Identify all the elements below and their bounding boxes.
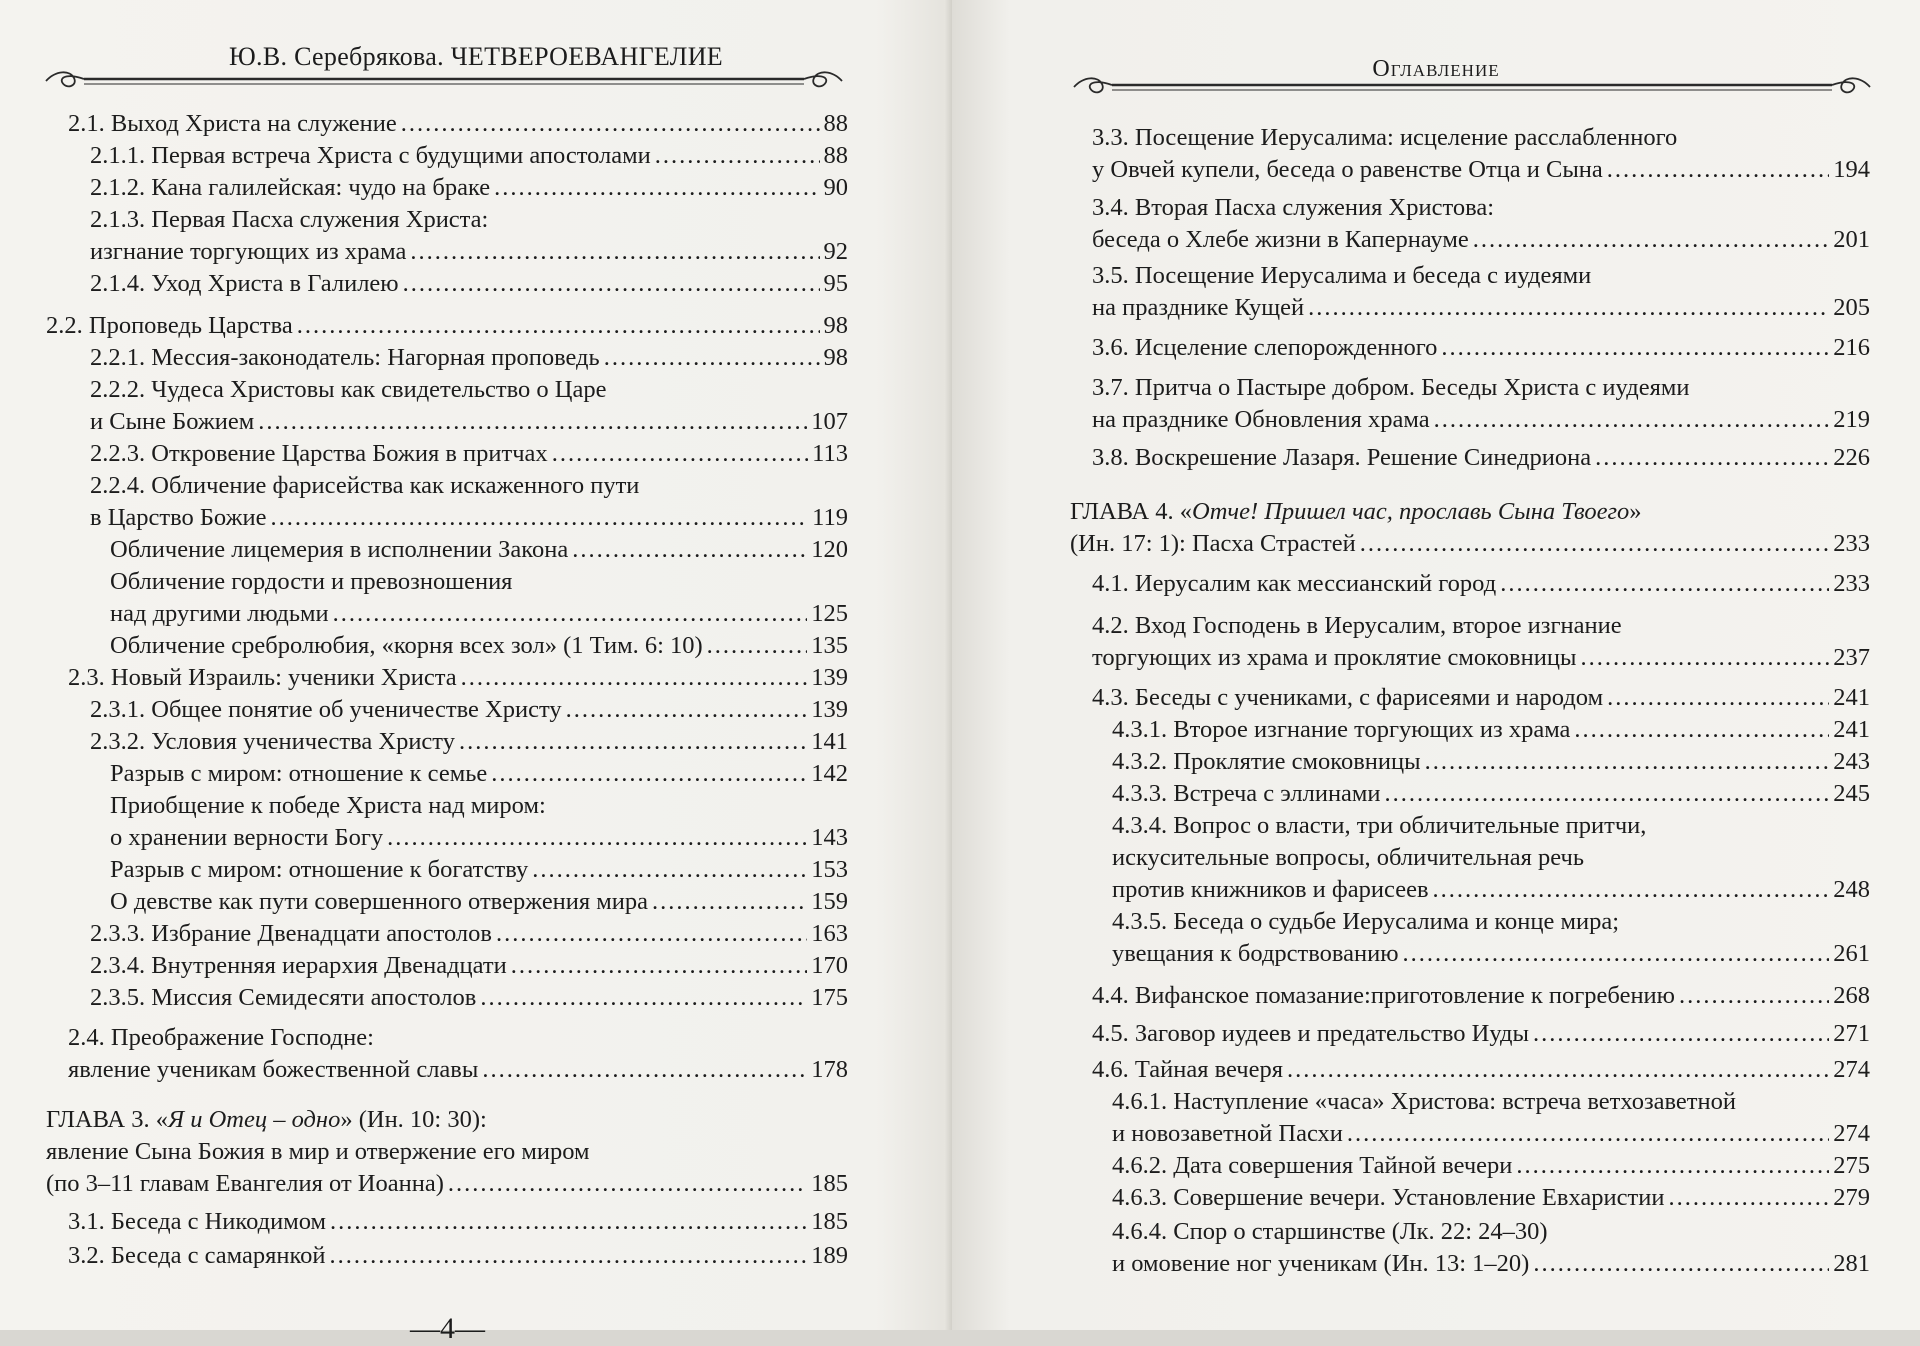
entry-title: 4.3.1. Второе изгнание торгующих из храма <box>1112 716 1571 743</box>
entry-page: 233 <box>1833 530 1870 557</box>
entry-page: 143 <box>811 824 848 851</box>
entry-title: 4.3.3. Встреча с эллинами <box>1112 780 1381 807</box>
entry-title: 2.3.4. Внутренняя иерархия Двенадцати <box>90 952 507 979</box>
toc-entry[interactable] <box>1112 1150 1870 1182</box>
entry-title: о хранении верности Богу <box>110 824 384 851</box>
entry-title: 3.2. Беседа с самарянкой <box>68 1242 326 1269</box>
entry-title: 4.5. Заговор иудеев и предательство Иуды <box>1092 1020 1529 1047</box>
entry-page: 95 <box>823 270 848 297</box>
toc-entry[interactable] <box>90 374 848 438</box>
entry-page: 170 <box>811 952 848 979</box>
entry-page: 175 <box>811 984 848 1011</box>
toc-chapter-heading[interactable] <box>1070 496 1870 560</box>
toc-entry[interactable] <box>1092 980 1870 1012</box>
toc-entry[interactable] <box>68 1022 848 1086</box>
toc-entry[interactable] <box>1092 1054 1870 1086</box>
entry-page: 268 <box>1833 982 1870 1009</box>
toc-entry[interactable] <box>110 566 848 630</box>
entry-title: (по 3–11 главам Евангелия от Иоанна) <box>46 1170 444 1197</box>
toc-entry[interactable] <box>1112 746 1870 778</box>
toc-entry[interactable] <box>1092 682 1870 714</box>
entry-page: 185 <box>811 1170 848 1197</box>
ornamental-rule-left <box>44 66 844 96</box>
toc-entry[interactable] <box>90 470 848 534</box>
entry-title: 4.4. Вифанское помазание:приготовление к погребению <box>1092 982 1675 1009</box>
entry-title: (Ин. 17: 1): Пасха Страстей <box>1070 530 1356 557</box>
toc-entry[interactable] <box>90 438 848 470</box>
entry-page: 139 <box>811 664 848 691</box>
entry-title: на празднике Обновления храма <box>1092 406 1430 433</box>
toc-entry[interactable] <box>1112 714 1870 746</box>
entry-title: 4.6. Тайная вечеря <box>1092 1056 1283 1083</box>
entry-title: 2.4. Преображение Господне: <box>68 1024 374 1051</box>
entry-title: Приобщение к победе Христа над миром: <box>110 792 546 819</box>
entry-title: изгнание торгующих из храма <box>90 238 407 265</box>
entry-page: 90 <box>823 174 848 201</box>
toc-entry[interactable] <box>110 790 848 854</box>
entry-title: 3.5. Посещение Иерусалима и беседа с иудеями <box>1092 262 1592 289</box>
entry-title: 4.3.4. Вопрос о власти, три обличительные притчи, <box>1112 812 1647 839</box>
entry-page: 245 <box>1833 780 1870 807</box>
entry-page: 274 <box>1833 1056 1870 1083</box>
entry-title: 2.2. Проповедь Царства <box>46 312 293 339</box>
entry-title: явление ученикам божественной славы <box>68 1056 479 1083</box>
toc-entry[interactable] <box>1112 906 1870 970</box>
entry-title: против книжников и фарисеев <box>1112 876 1429 903</box>
toc-entry[interactable] <box>1092 192 1870 256</box>
entry-title: Разрыв с миром: отношение к богатству <box>110 856 529 883</box>
entry-title: 2.2.2. Чудеса Христовы как свидетельство о Царе <box>90 376 607 403</box>
entry-page: 98 <box>823 344 848 371</box>
entry-page: 216 <box>1833 334 1870 361</box>
entry-title: 2.3.3. Избрание Двенадцати апостолов <box>90 920 492 947</box>
entry-title: 2.1.1. Первая встреча Христа с будущими апостолами <box>90 142 651 169</box>
entry-page: 88 <box>823 142 848 169</box>
entry-page: 107 <box>811 408 848 435</box>
entry-page: 237 <box>1833 644 1870 671</box>
toc-entry[interactable] <box>110 886 848 918</box>
entry-title: 3.8. Воскрешение Лазаря. Решение Синедриона <box>1092 444 1592 471</box>
entry-page: 119 <box>812 504 848 531</box>
entry-title: 3.6. Исцеление слепорожденного <box>1092 334 1438 361</box>
entry-title: Обличение гордости и превозношения <box>110 568 513 595</box>
entry-page: 261 <box>1833 940 1870 967</box>
entry-title: и омовение ног ученикам (Ин. 13: 1–20) <box>1112 1250 1530 1277</box>
entry-page: 125 <box>811 600 848 627</box>
toc-entry[interactable] <box>90 918 848 950</box>
entry-title: 2.1.3. Первая Пасха служения Христа: <box>90 206 489 233</box>
toc-entry[interactable] <box>1092 122 1870 186</box>
entry-page: 92 <box>823 238 848 265</box>
entry-title: Обличение сребролюбия, «корня всех зол» (1 Тим. 6: 10) <box>110 632 703 659</box>
entry-page: 159 <box>811 888 848 915</box>
toc-entry[interactable] <box>90 726 848 758</box>
entry-page: 88 <box>823 110 848 137</box>
chapter-label: ГЛАВА 4. «Отче! Пришел час, прославь Сына Твоего» <box>1070 498 1642 525</box>
entry-title: 2.3.1. Общее понятие об ученичестве Христу <box>90 696 562 723</box>
entry-title: явление Сына Божия в мир и отвержение его миром <box>46 1138 590 1165</box>
entry-title: Обличение лицемерия в исполнении Закона <box>110 536 569 563</box>
entry-page: 163 <box>811 920 848 947</box>
entry-page: 135 <box>811 632 848 659</box>
entry-title: 4.6.3. Совершение вечери. Установление Евхаристии <box>1112 1184 1665 1211</box>
toc-entry[interactable] <box>90 204 848 268</box>
running-header-right: Оглавление <box>1372 56 1500 82</box>
entry-title: беседа о Хлебе жизни в Капернауме <box>1092 226 1469 253</box>
toc-entry[interactable] <box>90 342 848 374</box>
entry-title: 4.3. Беседы с учениками, с фарисеями и народом <box>1092 684 1604 711</box>
toc-entry[interactable] <box>90 140 848 172</box>
toc-entry[interactable] <box>68 1240 848 1272</box>
entry-page: 226 <box>1833 444 1870 471</box>
toc-entry[interactable] <box>90 982 848 1014</box>
toc-entry[interactable] <box>110 854 848 886</box>
toc-entry[interactable] <box>1112 1182 1870 1214</box>
entry-title: 2.2.4. Обличение фарисейства как искаженного пути <box>90 472 640 499</box>
toc-entry[interactable] <box>1092 372 1870 436</box>
entry-title: торгующих из храма и проклятие смоковницы <box>1092 644 1577 671</box>
left-page <box>0 0 952 1345</box>
entry-page: 142 <box>811 760 848 787</box>
entry-page: 141 <box>811 728 848 755</box>
entry-title: 4.6.4. Спор о старшинстве (Лк. 22: 24–30) <box>1112 1218 1548 1245</box>
entry-title: в Царство Божие <box>90 504 267 531</box>
entry-title: 2.3.2. Условия ученичества Христу <box>90 728 455 755</box>
toc-entry[interactable] <box>68 1206 848 1238</box>
toc-entry[interactable] <box>90 268 848 300</box>
ornamental-rule-right <box>1072 72 1872 102</box>
entry-page: 205 <box>1833 294 1870 321</box>
right-page <box>952 0 1920 1330</box>
chapter-title-italic: Я и Отец – одно <box>168 1106 341 1133</box>
chapter-label: ГЛАВА 3. «Я и Отец – одно» (Ин. 10: 30): <box>46 1106 487 1133</box>
entry-title: искусительные вопросы, обличительная речь <box>1112 844 1585 871</box>
toc-chapter-heading[interactable] <box>46 1104 848 1200</box>
entry-title: 4.1. Иерусалим как мессианский город <box>1092 570 1497 597</box>
entry-title: 4.2. Вход Господень в Иерусалим, второе изгнание <box>1092 612 1622 639</box>
entry-page: 279 <box>1833 1184 1870 1211</box>
entry-title: 3.4. Вторая Пасха служения Христова: <box>1092 194 1495 221</box>
toc-entry[interactable] <box>1112 778 1870 810</box>
entry-title: 2.1. Выход Христа на служение <box>68 110 397 137</box>
toc-entry[interactable] <box>1112 810 1870 906</box>
entry-title: 4.6.1. Наступление «часа» Христова: встреча ветхозаветной <box>1112 1088 1736 1115</box>
entry-title: 2.1.2. Кана галилейская: чудо на браке <box>90 174 491 201</box>
entry-page: 243 <box>1833 748 1870 775</box>
toc-entry[interactable] <box>46 310 848 342</box>
entry-page: 248 <box>1833 876 1870 903</box>
entry-title: 2.3.5. Миссия Семидесяти апостолов <box>90 984 477 1011</box>
entry-title: 4.6.2. Дата совершения Тайной вечери <box>1112 1152 1513 1179</box>
toc-entry[interactable] <box>1092 1018 1870 1050</box>
toc-entry[interactable] <box>1092 568 1870 600</box>
toc-entry[interactable] <box>68 108 848 140</box>
entry-page: 178 <box>811 1056 848 1083</box>
toc-entry[interactable] <box>1092 442 1870 474</box>
entry-page: 233 <box>1833 570 1870 597</box>
entry-title: 2.3. Новый Израиль: ученики Христа <box>68 664 457 691</box>
toc-entry[interactable] <box>110 758 848 790</box>
entry-page: 274 <box>1833 1120 1870 1147</box>
entry-page: 271 <box>1833 1020 1870 1047</box>
entry-page: 153 <box>811 856 848 883</box>
entry-title: у Овчей купели, беседа о равенстве Отца и Сына <box>1092 156 1603 183</box>
entry-page: 113 <box>812 440 848 467</box>
entry-title: и Сыне Божием <box>90 408 255 435</box>
toc-entry[interactable] <box>110 534 848 566</box>
toc-entry[interactable] <box>90 694 848 726</box>
entry-title: 4.3.5. Беседа о судьбе Иерусалима и конце мира; <box>1112 908 1619 935</box>
entry-page: 120 <box>811 536 848 563</box>
entry-title: 3.3. Посещение Иерусалима: исцеление расслабленного <box>1092 124 1678 151</box>
chapter-title-italic: Отче! Пришел час, прославь Сына Твоего <box>1192 498 1630 525</box>
folio-number: 4 <box>440 1312 455 1345</box>
entry-page: 219 <box>1833 406 1870 433</box>
entry-title: 2.2.3. Откровение Царства Божия в притчах <box>90 440 548 467</box>
page-number: —4— <box>410 1312 485 1345</box>
entry-page: 201 <box>1833 226 1870 253</box>
entry-title: и новозаветной Пасхи <box>1112 1120 1343 1147</box>
toc-entry[interactable] <box>90 950 848 982</box>
entry-title: 2.2.1. Мессия-законодатель: Нагорная проповедь <box>90 344 600 371</box>
entry-page: 185 <box>811 1208 848 1235</box>
entry-title: увещания к бодрствованию <box>1112 940 1399 967</box>
entry-page: 241 <box>1833 716 1870 743</box>
entry-title: 3.1. Беседа с Никодимом <box>68 1208 326 1235</box>
entry-page: 139 <box>811 696 848 723</box>
entry-page: 98 <box>823 312 848 339</box>
toc-entry[interactable] <box>1112 1086 1870 1150</box>
toc-entry[interactable] <box>1092 332 1870 364</box>
toc-entry[interactable] <box>1092 610 1870 674</box>
entry-title: на празднике Кущей <box>1092 294 1305 321</box>
entry-page: 241 <box>1833 684 1870 711</box>
toc-entry[interactable] <box>90 172 848 204</box>
toc-entry[interactable] <box>1092 260 1870 324</box>
entry-title: 3.7. Притча о Пастыре добром. Беседы Христа с иудеями <box>1092 374 1690 401</box>
entry-title: 4.3.2. Проклятие смоковницы <box>1112 748 1421 775</box>
toc-entry[interactable] <box>68 662 848 694</box>
entry-page: 194 <box>1833 156 1870 183</box>
entry-page: 189 <box>811 1242 848 1269</box>
entry-title: Разрыв с миром: отношение к семье <box>110 760 488 787</box>
toc-entry[interactable] <box>110 630 848 662</box>
entry-title: над другими людьми <box>110 600 329 627</box>
toc-entry[interactable] <box>1112 1216 1870 1280</box>
running-header-left: Ю.В. Серебрякова. ЧЕТВЕРОЕВАНГЕЛИЕ <box>229 42 723 71</box>
entry-page: 281 <box>1833 1250 1870 1277</box>
entry-title: О девстве как пути совершенного отвержения мира <box>110 888 649 915</box>
entry-page: 275 <box>1833 1152 1870 1179</box>
entry-title: 2.1.4. Уход Христа в Галилею <box>90 270 399 297</box>
